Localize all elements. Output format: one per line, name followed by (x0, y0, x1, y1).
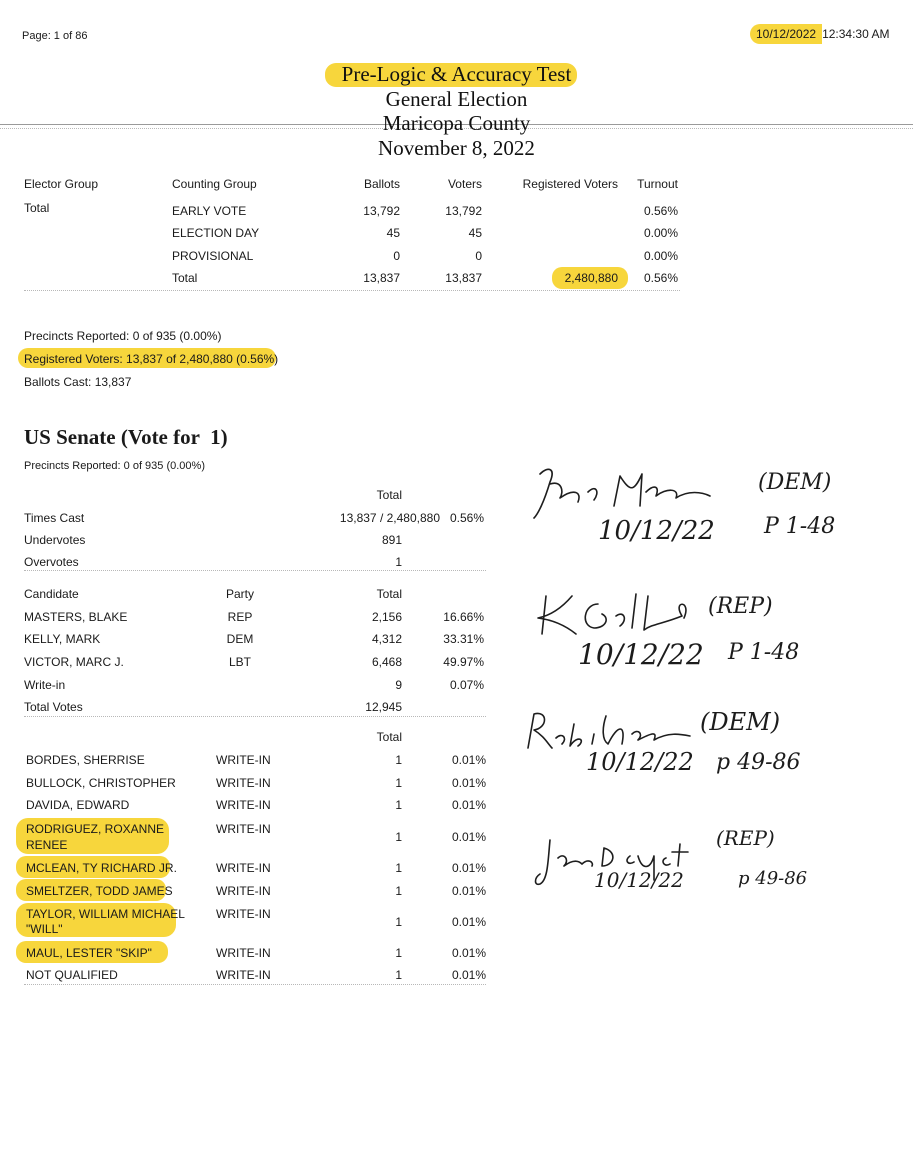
annotation-pages: P 1-48 (728, 640, 800, 665)
header-time: 12:34:30 AM (822, 27, 890, 41)
annotation-date: 10/12/22 (586, 748, 694, 776)
candidate-party: LBT (228, 655, 251, 669)
writein-total: 1 (395, 884, 402, 898)
ballots-cast: Ballots Cast: 13,837 (24, 375, 132, 389)
writein-total: 1 (395, 968, 402, 982)
writein-party: WRITE-IN (216, 907, 271, 921)
signature-1 (530, 462, 720, 522)
summary-row-turnout: 0.56% (643, 271, 678, 285)
annotation-date: 10/12/22 (578, 638, 704, 671)
candidate-total: 9 (395, 678, 402, 692)
annotation-party: (DEM) (758, 470, 832, 495)
contest-title: US Senate (Vote for 1) (24, 425, 228, 449)
writein-total: 1 (395, 861, 402, 875)
summary-row-group: ELECTION DAY (172, 226, 260, 240)
writein-name: SMELTZER, TODD JAMES (26, 884, 173, 898)
writein-pct: 0.01% (451, 968, 486, 982)
writein-pct: 0.01% (451, 798, 486, 812)
candidate-party: DEM (226, 632, 254, 646)
elector-total: Total (24, 201, 50, 215)
times-cast-pct: 0.56% (449, 511, 484, 525)
writein-name: BULLOCK, CHRISTOPHER (26, 776, 176, 790)
summary-rule (24, 290, 680, 291)
writein-party: WRITE-IN (216, 753, 271, 767)
candidate-pct: 16.66% (443, 610, 484, 624)
annotation-party: (REP) (716, 826, 775, 850)
candidate-name: KELLY, MARK (24, 632, 101, 646)
candidate-pct: 33.31% (443, 632, 484, 646)
summary-row-ballots: 0 (393, 249, 400, 263)
writein-name: MCLEAN, TY RICHARD JR. (26, 861, 177, 875)
writein-name: TAYLOR, WILLIAM MICHAEL (26, 907, 185, 921)
summary-row-voters: 13,837 (445, 271, 482, 285)
summary-row-turnout: 0.00% (643, 226, 678, 240)
summary-row-voters: 0 (475, 249, 482, 263)
writein-name: MAUL, LESTER "SKIP" (26, 946, 152, 960)
annotation-date: 10/12/22 (594, 868, 684, 892)
writein-total: 1 (395, 915, 402, 929)
summary-row-registered: 2,480,880 (564, 271, 618, 285)
page-number: Page: 1 of 86 (22, 30, 88, 42)
total-header: Total (376, 488, 402, 502)
summary-row-turnout: 0.00% (643, 249, 678, 263)
writein-total: 1 (395, 830, 402, 844)
writein-total: 1 (395, 946, 402, 960)
writein-name: BORDES, SHERRISE (26, 753, 145, 767)
annotation-pages: p 49-86 (738, 868, 808, 889)
writein-pct: 0.01% (451, 753, 486, 767)
summary-row-turnout: 0.56% (643, 204, 678, 218)
annotation-pages: P 1-48 (764, 514, 836, 539)
writein-pct: 0.01% (451, 861, 486, 875)
annotation-party: (REP) (708, 594, 773, 619)
writein-pct: 0.01% (451, 776, 486, 790)
header-date: 10/12/2022 (750, 24, 822, 44)
header-elector-group: Elector Group (24, 177, 99, 191)
header-registered: Registered Voters (522, 177, 618, 191)
summary-row-ballots: 13,837 (363, 271, 400, 285)
summary-row-voters: 13,792 (445, 204, 482, 218)
summary-row-group: PROVISIONAL (172, 249, 254, 263)
writein-pct: 0.01% (451, 915, 486, 929)
annotation-party: (DEM) (700, 708, 781, 736)
writein-total: 1 (395, 798, 402, 812)
summary-row-ballots: 13,792 (363, 204, 400, 218)
writein-total-header: Total (376, 730, 402, 744)
undervotes-value: 891 (381, 533, 402, 547)
contest-precincts: Precincts Reported: 0 of 935 (0.00%) (24, 460, 205, 472)
candidate-total: 4,312 (371, 632, 402, 646)
times-cast-value: 13,837 / 2,480,880 (339, 511, 440, 525)
undervotes-label: Undervotes (24, 533, 86, 547)
total-votes-value: 12,945 (365, 700, 402, 714)
writein-party: WRITE-IN (216, 861, 271, 875)
registered-voters: Registered Voters: 13,837 of 2,480,880 (0.56%) (24, 352, 279, 366)
times-cast-label: Times Cast (24, 511, 85, 525)
candidate-total: 6,468 (371, 655, 402, 669)
report-title: Pre-Logic & Accuracy Test (341, 62, 572, 86)
writein-name: DAVIDA, EDWARD (26, 798, 130, 812)
annotation-date: 10/12/22 (598, 516, 715, 546)
overvotes-rule (24, 570, 486, 571)
candidate-name: MASTERS, BLAKE (24, 610, 128, 624)
writein-pct: 0.01% (451, 884, 486, 898)
summary-row-group: EARLY VOTE (172, 204, 247, 218)
writein-party: WRITE-IN (216, 946, 271, 960)
writein-name-continued: RENEE (26, 838, 68, 852)
writein-name-continued: "WILL" (26, 922, 63, 936)
candidate-header: Candidate (24, 587, 79, 601)
candidate-pct: 0.07% (449, 678, 484, 692)
election-name: General Election (385, 87, 528, 111)
writein-party: WRITE-IN (216, 968, 271, 982)
writein-pct: 0.01% (451, 830, 486, 844)
writein-rule (24, 984, 486, 985)
total-votes-label: Total Votes (24, 700, 83, 714)
overvotes-value: 1 (395, 555, 402, 569)
total-votes-rule (24, 716, 486, 717)
candidate-party: REP (227, 610, 253, 624)
header-counting-group: Counting Group (172, 177, 257, 191)
writein-party: WRITE-IN (216, 822, 271, 836)
election-date: November 8, 2022 (378, 136, 535, 160)
writein-pct: 0.01% (451, 946, 486, 960)
writein-total: 1 (395, 776, 402, 790)
writein-party: WRITE-IN (216, 884, 271, 898)
writein-party: WRITE-IN (216, 776, 271, 790)
writein-name: NOT QUALIFIED (26, 968, 118, 982)
header-turnout: Turnout (637, 177, 678, 191)
candidate-pct: 49.97% (443, 655, 484, 669)
party-header: Party (225, 587, 254, 601)
header-voters: Voters (447, 177, 482, 191)
candidate-name: Write-in (24, 678, 66, 692)
writein-name: RODRIGUEZ, ROXANNE (26, 822, 165, 836)
header-timestamp (752, 27, 889, 41)
summary-row-ballots: 45 (386, 226, 400, 240)
precincts-reported: Precincts Reported: 0 of 935 (0.00%) (24, 329, 222, 343)
candidate-name: VICTOR, MARC J. (24, 655, 124, 669)
header-ballots: Ballots (363, 177, 400, 191)
candidate-total-header: Total (376, 587, 402, 601)
county-name: Maricopa County (382, 111, 531, 135)
summary-row-group: Total (172, 271, 198, 285)
signature-2 (532, 590, 712, 640)
overvotes-label: Overvotes (24, 555, 79, 569)
annotation-pages: p 49-86 (716, 750, 801, 775)
writein-total: 1 (395, 753, 402, 767)
candidate-total: 2,156 (371, 610, 402, 624)
summary-row-voters: 45 (468, 226, 482, 240)
writein-party: WRITE-IN (216, 798, 271, 812)
